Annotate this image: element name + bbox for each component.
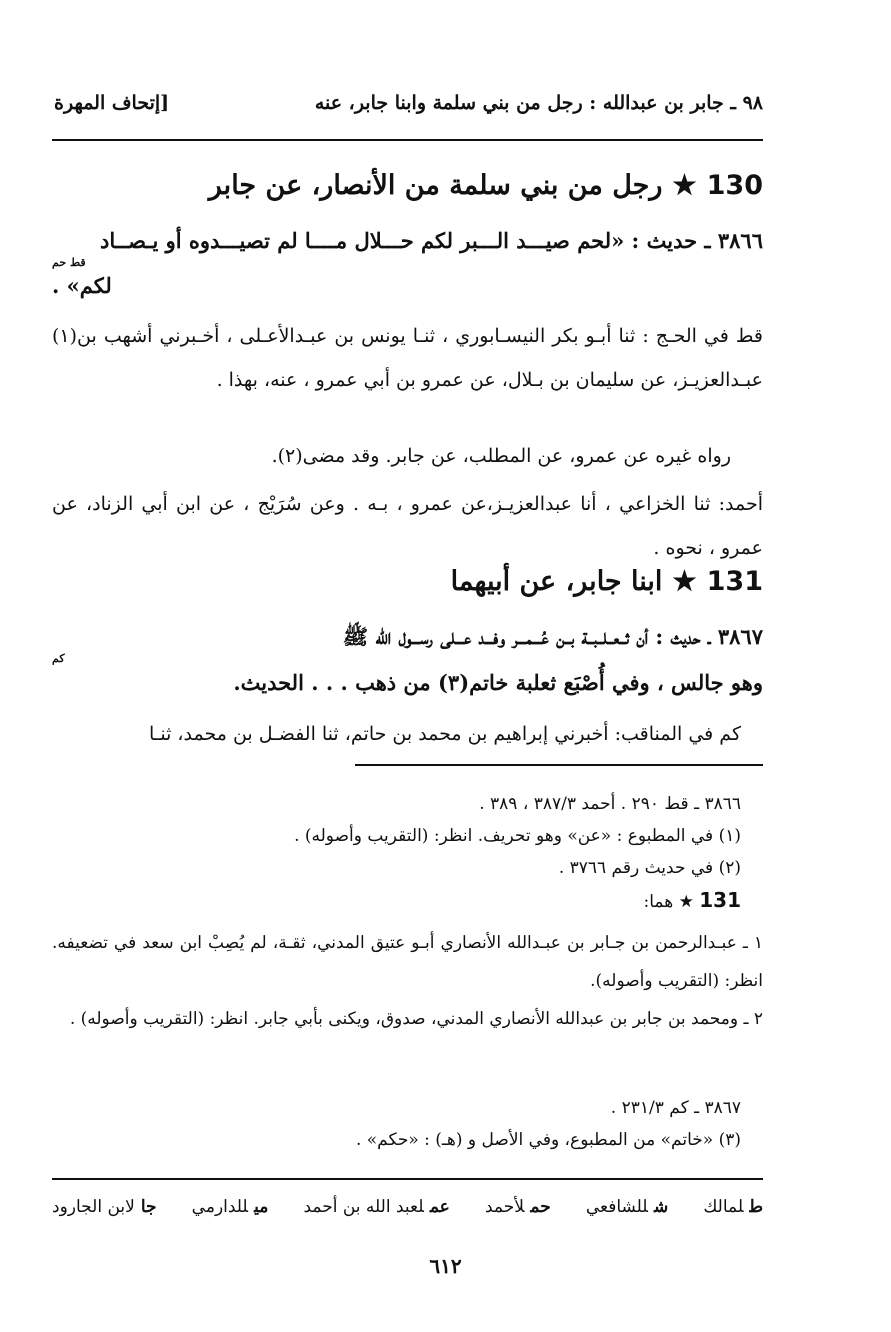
paragraph-ahmad: أحمد: ثنا الخزاعي ، أنا عبدالعزيـز،عن عمرو ، بـه . وعن سُرَيْج ، عن ابن أبي الزناد، عن عمرو ، نحوه . [52, 493, 763, 559]
legend-item: جالابن الجارود [52, 1197, 157, 1217]
paragraph-isnad-kam: كم في المناقب: أخبرني إبراهيم بن محمد بن حاتم، ثنا الفضـل بن محمد، ثنـا [148, 723, 741, 745]
star-icon: ★ [672, 170, 697, 201]
footnote-2: (٢) في حديث رقم ٣٧٦٦ . [558, 858, 741, 878]
section-title: رجل من بني سلمة من الأنصار، عن جابر [208, 170, 663, 201]
running-header-title: ٩٨ ـ جابر بن عبدالله : رجل من بني سلمة وابنا جابر، عنه [314, 92, 763, 114]
hadith-3867 [52, 616, 763, 658]
footnote-1: (١) في المطبوع : «عن» وهو تحريف. انظر: (التقريب وأصوله) . [294, 826, 741, 846]
hadith-line: ٣٨٦٧ ـ حديث : أن ثــعــلــبــة بــن عُـــمـــر وفـــد عـــلى رســـول الله ﷺ [342, 624, 763, 649]
section-number: 131 [699, 888, 741, 912]
legend-item: ميللدارمي [191, 1197, 269, 1217]
footnote-ref-3867: ٣٨٦٧ ـ كم ٢٣١/٣ . [610, 1098, 741, 1118]
legend-item: شللشافعي [585, 1197, 669, 1217]
footnote-3: (٣) «خاتم» من المطبوع، وفي الأصل و (هـ) : «حكم» . [355, 1130, 741, 1150]
source-tag: كم [52, 652, 65, 665]
source-tag: قط حم [52, 256, 86, 269]
page-number: ٦١٢ [429, 1254, 462, 1278]
legend-item: حملأحمد [484, 1197, 551, 1217]
hadith-line: لكم» . [52, 273, 112, 298]
star-icon: ★ [672, 566, 697, 597]
footnote-ref-3866: ٣٨٦٦ ـ قط ٢٩٠ . أحمد ٣٨٧/٣ ، ٣٨٩ . [479, 794, 741, 814]
section-130-heading [209, 170, 763, 201]
star-icon: ★ [678, 892, 694, 912]
abbreviation-legend [52, 1197, 763, 1217]
section-number: 130 [706, 170, 763, 201]
footnote-text: هما: [643, 892, 674, 912]
footnote-narrator-1: ١ ـ عبـدالرحمن بن جـابر بن عبـدالله الأنصاري أبـو عتيق المدني، ثقـة، لم يُصِبْ ابن سعد في تضعيفه. انظر: (التقريب وأصوله). [52, 933, 763, 991]
section-number: 131 [706, 566, 763, 597]
footnote-131-heading [643, 884, 741, 918]
hadith-line: وهو جالس ، وفي أُصْبَع ثعلبة خاتم(٣) من ذهب . . . الحديث. [233, 670, 763, 695]
footnote-separator [355, 764, 763, 766]
footnote-narrator-2: ٢ ـ ومحمد بن جابر بن عبدالله الأنصاري المدني، صدوق، ويكنى بأبي جابر. انظر: (التقريب وأصوله) . [69, 1009, 763, 1029]
hadith-3866 [52, 220, 763, 262]
paragraph-narration: رواه غيره عن عمرو، عن المطلب، عن جابر. وقد مضى(٢). [271, 445, 731, 467]
hadith-line: ٣٨٦٦ ـ حديث : «لحم صيـــد الـــبر لكم حـــلال مــــا لم تصيـــدوه أو يـصــاد [100, 228, 763, 253]
legend-item: عملعبد الله بن أحمد [303, 1197, 450, 1217]
section-131-heading [451, 566, 763, 597]
paragraph-isnad-qt: قط في الحـج : ثنا أبـو بكر النيسـابوري ، ثنـا يونس بن عبـدالأعـلى ، أخـبرني أشهب بن(١) عبـدالعزيـز، عن سليمان بن بـلال، عن عمرو بن أبي عمرو ، عنه، بهذا . [52, 325, 763, 391]
running-header-book: [إتحاف المهرة [54, 92, 170, 114]
legend-rule [52, 1178, 763, 1180]
header-rule [52, 139, 763, 141]
legend-item: طلمالك [703, 1197, 763, 1217]
section-title: ابنا جابر، عن أبيهما [450, 566, 663, 597]
